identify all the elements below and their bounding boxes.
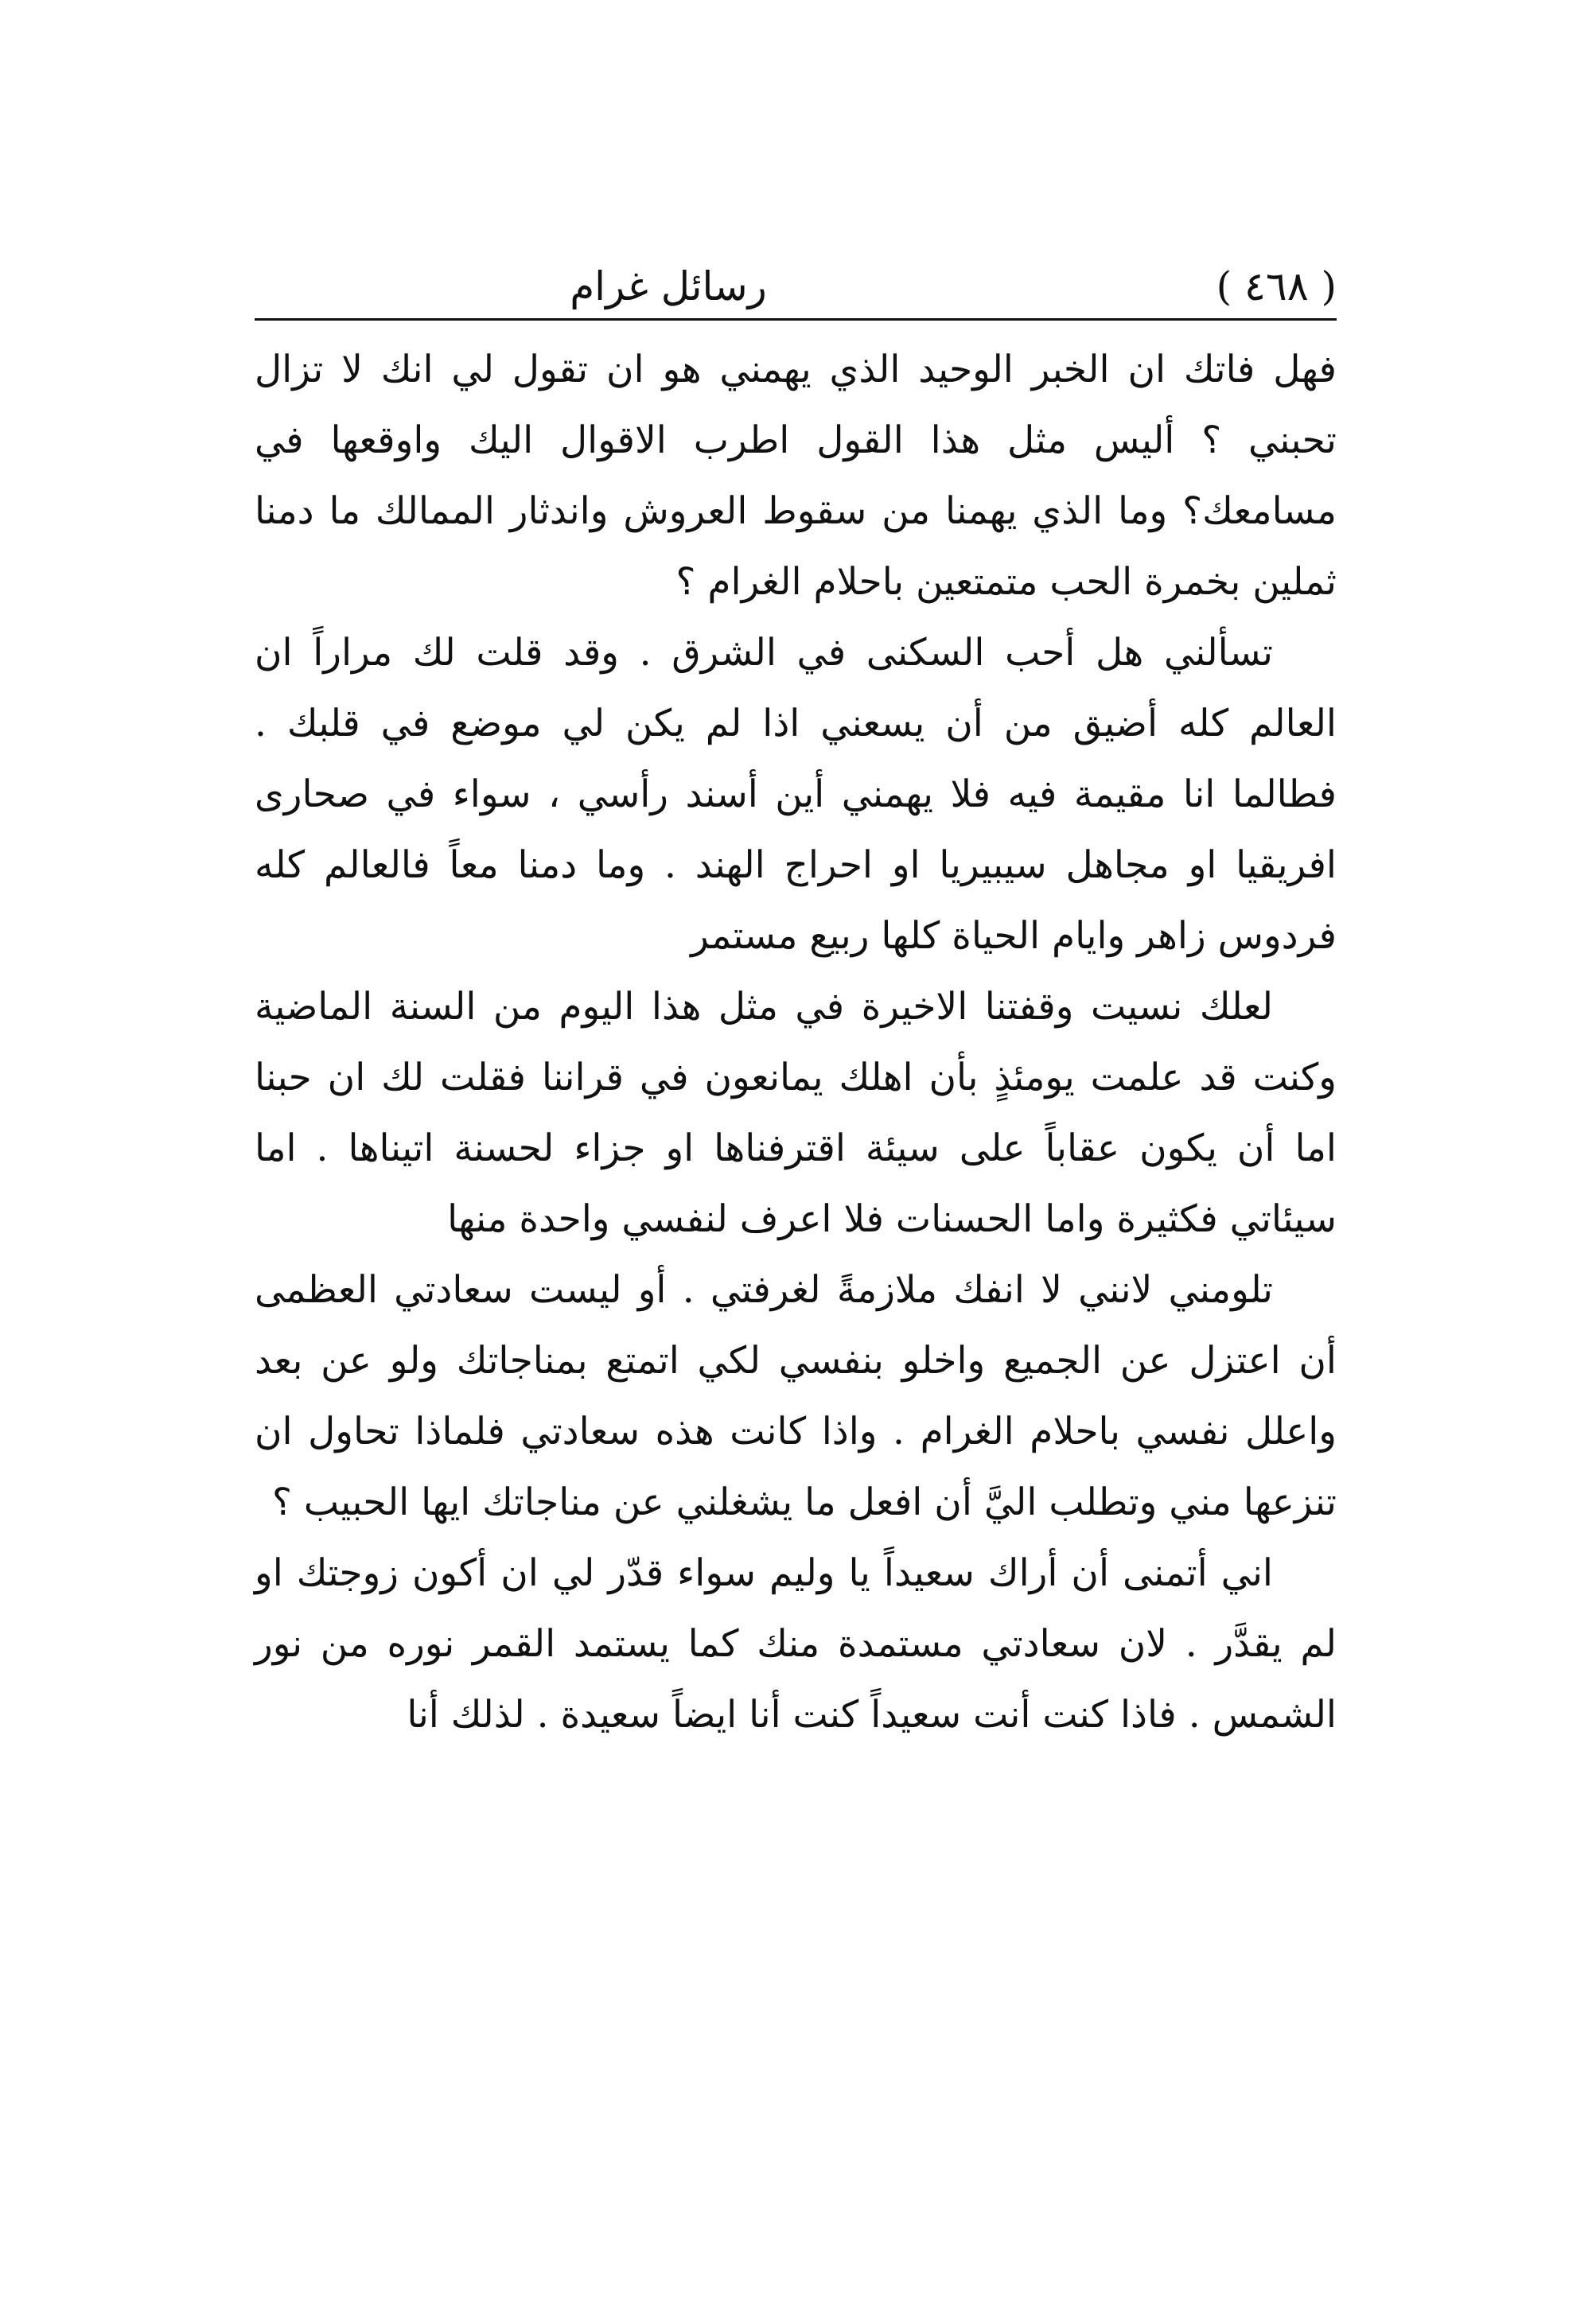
book-page [255, 239, 1337, 2148]
running-title: رسائل غرام [570, 263, 767, 309]
page-number: ( ٤٦٨ ) [1216, 263, 1337, 309]
paragraph: تلومني لانني لا انفك ملازمةً لغرفتي . أو ليست سعادتي العظمى أن اعتزل عن الجميع واخلو بنفسي لكي اتمتع بمناجاتك ولو عن بعد واعلل نفسي باحلام الغرام . واذا كانت هذه سعادتي فلماذا تحاول ان تنزعها مني وتطلب اليَّ أن افعل ما يشغلني عن مناجاتك ايها الحبيب ؟ [255, 1268, 1337, 1524]
header-rule [255, 318, 1337, 321]
paragraph: لعلك نسيت وقفتنا الاخيرة في مثل هذا اليوم من السنة الماضية وكنت قد علمت يومئذٍ بأن اهلك يمانعون في قراننا فقلت لك ان حبنا اما أن يكون عقاباً على سيئة اقترفناها او جزاء لحسنة اتيناها . اما سيئاتي فكثيرة واما الحسنات فلا اعرف لنفسي واحدة منها [255, 985, 1337, 1241]
body-text [255, 334, 1337, 1750]
paragraph: تسألني هل أحب السكنى في الشرق . وقد قلت لك مراراً ان العالم كله أضيق من أن يسعني اذا لم يكن لي موضع في قلبك . فطالما انا مقيمة فيه فلا يهمني أين أسند رأسي ، سواء في صحارى افريقيا او مجاهل سيبيريا او احراج الهند . وما دمنا معاً فالعالم كله فردوس زاهر وايام الحياة كلها ربيع مستمر [255, 631, 1337, 958]
paragraph: اني أتمنى أن أراك سعيداً يا وليم سواء قدّر لي ان أكون زوجتك او لم يقدَّر . لان سعادتي مستمدة منك كما يستمد القمر نوره من نور الشمس . فاذا كنت أنت سعيداً كنت أنا ايضاً سعيدة . لذلك أنا [255, 1551, 1337, 1737]
paragraph: فهل فاتك ان الخبر الوحيد الذي يهمني هو ان تقول لي انك لا تزال تحبني ؟ أليس مثل هذا القول اطرب الاقوال اليك واوقعها في مسامعك؟ وما الذي يهمنا من سقوط العروش واندثار الممالك ما دمنا ثملين بخمرة الحب متمتعين باحلام الغرام ؟ [255, 348, 1337, 604]
page-header [255, 255, 1337, 318]
